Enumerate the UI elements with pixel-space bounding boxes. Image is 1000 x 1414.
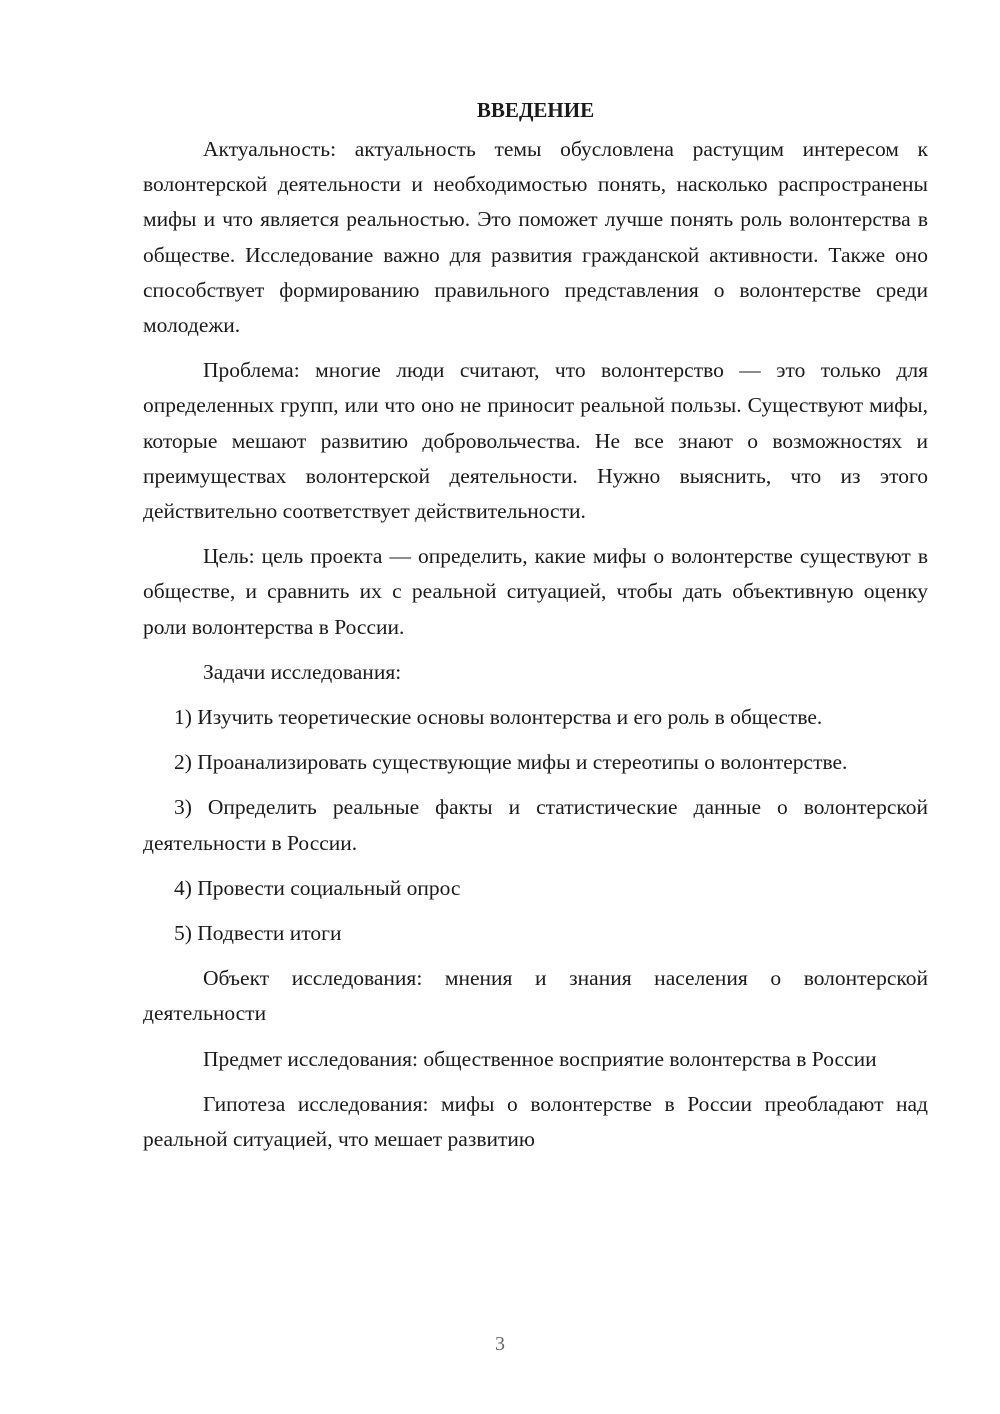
paragraph-relevance: Актуальность: актуальность темы обусловлена растущим интересом к волонтерской деятельности и необходимостью понять, насколько распространены мифы и что является реальностью. Это поможет лучше понять роль волонтерства в обществе. Исследование важно для развития гражданской активности. Также оно способствует формированию правильного представления о волонтерстве среди молодежи.	[143, 137, 928, 338]
task-item-4: 4) Провести социальный опрос	[174, 875, 461, 900]
tasks-heading: Задачи исследования:	[203, 659, 402, 684]
paragraph-goal: Цель: цель проекта — определить, какие мифы о волонтерстве существуют в обществе, и сравнить их с реальной ситуацией, чтобы дать объективную оценку роли волонтерства в России.	[143, 544, 928, 639]
document-page	[143, 92, 928, 1157]
task-item-5: 5) Подвести итоги	[174, 921, 342, 946]
paragraph-hypothesis: Гипотеза исследования: мифы о волонтерстве в России преобладают над реальной ситуацией, что мешает развитию	[143, 1091, 928, 1152]
paragraph-subject: Предмет исследования: общественное восприятие волонтерства в России	[203, 1046, 877, 1071]
task-item-1: 1) Изучить теоретические основы волонтерства и его роль в обществе.	[174, 705, 823, 730]
paragraph-problem: Проблема: многие люди считают, что волонтерство — это только для определенных групп, или что оно не приносит реальной пользы. Существуют мифы, которые мешают развитию добровольчества. Не все знают о возможностях и преимуществах волонтерской деятельности. Нужно выяснить, что из этого действительно соответствует действительности.	[143, 358, 928, 524]
section-title: ВВЕДЕНИЕ	[476, 98, 595, 122]
paragraph-object: Объект исследования: мнения и знания населения о волонтерской деятельности	[143, 966, 928, 1026]
page-number: 3	[495, 1333, 505, 1355]
task-item-2: 2) Проанализировать существующие мифы и стереотипы о волонтерстве.	[174, 750, 848, 775]
task-item-3: 3) Определить реальные факты и статистические данные о волонтерской деятельности в России.	[143, 795, 928, 855]
